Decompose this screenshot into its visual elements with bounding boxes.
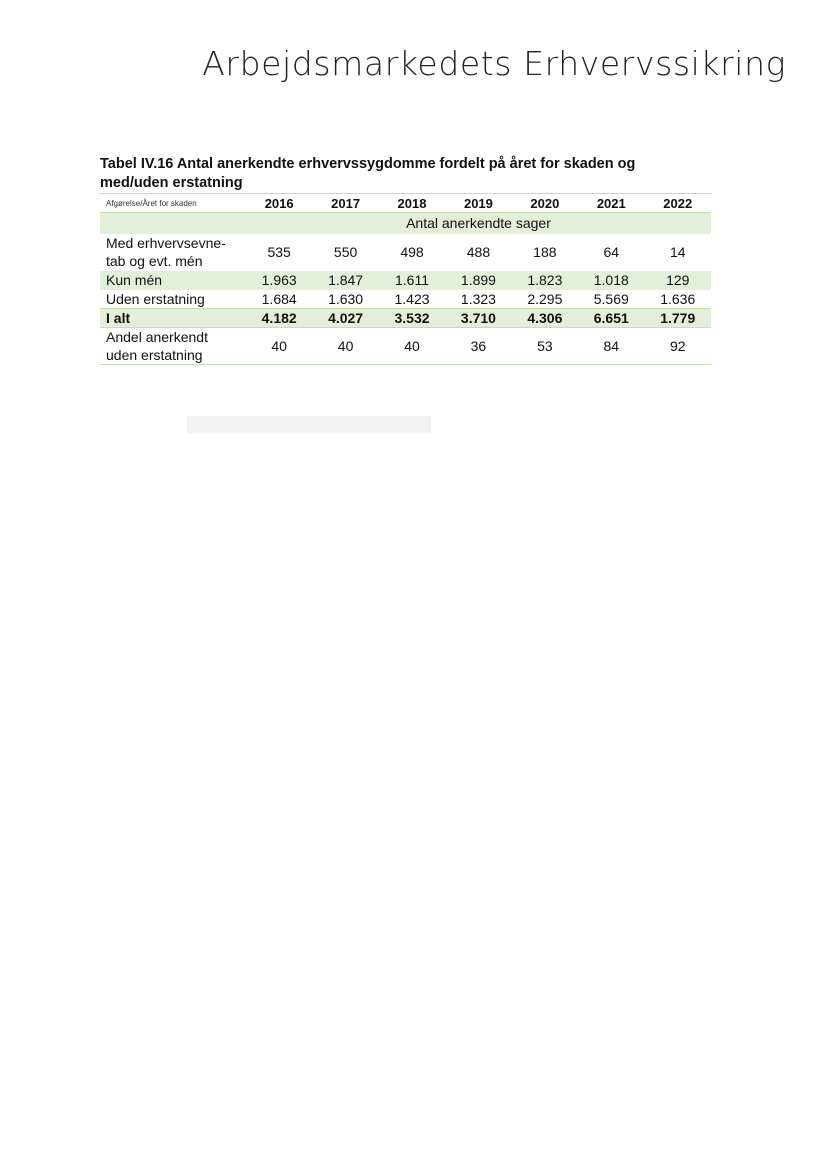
table-subheader-row — [100, 213, 711, 234]
year-header: 2022 — [663, 195, 693, 211]
table-header-row — [100, 194, 711, 213]
table-subheader: Antal anerkendte sager — [406, 215, 551, 232]
table-cell: 1.684 — [261, 290, 297, 307]
table-cell: 4.306 — [527, 310, 563, 326]
table-cell: 36 — [470, 338, 487, 354]
table-cell: 1.630 — [328, 290, 364, 307]
table-cell: 188 — [533, 244, 557, 260]
table-row — [100, 290, 711, 309]
table-cell: 498 — [400, 244, 424, 260]
table-row — [100, 328, 711, 365]
table-cell: 4.182 — [261, 310, 297, 326]
table-cell: 129 — [666, 272, 690, 288]
row-label: Uden erstatning — [106, 290, 205, 307]
table-cell: 2.295 — [527, 290, 563, 307]
organization-logo-text: Arbejdsmarkedets Erhvervssikring — [202, 44, 786, 83]
row-label: Andel anerkendt uden erstatning — [106, 329, 208, 363]
table-cell: 6.651 — [593, 310, 629, 326]
row-label: I alt — [106, 310, 131, 326]
year-header: 2020 — [530, 195, 560, 211]
table-cell: 14 — [669, 244, 686, 260]
row-label: Med erhvervsevne- tab og evt. mén — [106, 235, 226, 269]
table-cell: 5.569 — [593, 290, 629, 307]
table-cell: 535 — [267, 244, 291, 260]
year-header: 2017 — [331, 195, 361, 211]
year-header: 2018 — [397, 195, 427, 211]
table-cell: 4.027 — [328, 310, 364, 326]
table-cell: 64 — [603, 244, 620, 260]
table-cell: 40 — [337, 338, 354, 354]
table-cell: 1.847 — [328, 272, 364, 288]
table-cell: 1.323 — [460, 290, 496, 307]
table-cell: 1.823 — [527, 272, 563, 288]
table-cell: 1.611 — [395, 272, 429, 288]
year-header: 2021 — [596, 195, 626, 211]
table-cell: 3.710 — [460, 310, 496, 326]
table-cell: 1.899 — [460, 272, 496, 288]
table-cell: 53 — [537, 338, 553, 354]
recognized-diseases-table — [100, 193, 711, 365]
table-caption: Tabel IV.16 Antal anerkendte erhvervssygdomme fordelt på året for skaden og med/uden erstatning — [100, 156, 636, 191]
table-cell: 1.636 — [660, 290, 696, 307]
table-row — [100, 234, 711, 271]
table-cell: 1.963 — [261, 272, 297, 288]
table-cell: 92 — [669, 338, 686, 354]
table-row — [100, 271, 711, 290]
blank-placeholder-bar — [187, 416, 431, 433]
table-total-row — [100, 309, 711, 328]
row-label: Kun mén — [106, 272, 163, 288]
table-cell: 3.532 — [394, 310, 430, 326]
table-cell: 84 — [603, 338, 620, 354]
year-header: 2016 — [264, 195, 294, 211]
table-cell: 550 — [333, 244, 358, 260]
table-cell: 1.018 — [593, 272, 629, 288]
table-cell: 40 — [271, 338, 287, 354]
year-header: 2019 — [463, 195, 493, 211]
corner-label: Afgørelse/Året for skaden — [106, 198, 197, 208]
table-cell: 488 — [466, 244, 491, 260]
table-cell: 1.423 — [394, 290, 430, 307]
table-cell: 40 — [404, 338, 420, 354]
table-cell: 1.779 — [660, 310, 696, 326]
